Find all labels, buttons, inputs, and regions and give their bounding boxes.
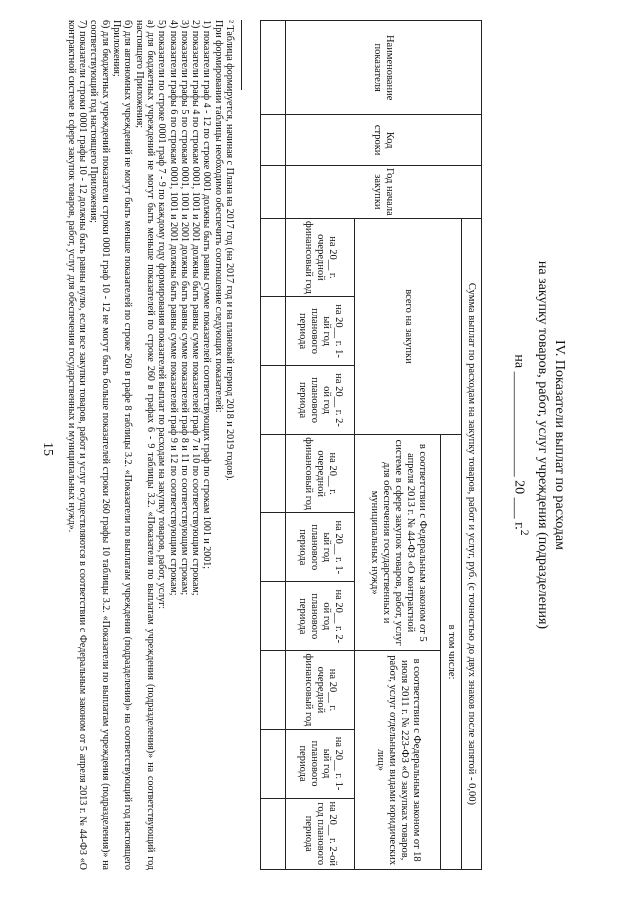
header-total-first-plan-year: на 20__ г. 1-ый год планового периода bbox=[286, 297, 355, 366]
header-row-code: Код строки bbox=[286, 115, 482, 166]
header-payment-sum: Сумма выплат по расходам на закупку товаров, работ и услуг, руб. (с точностью до двух знаков после запятой - 0,00) bbox=[461, 218, 481, 869]
table-cell-empty bbox=[261, 435, 286, 513]
footnote-text: При формировании таблицы необходимо обеспечить соотношение следующих показателей: bbox=[212, 20, 224, 413]
section-subheading: на закупку товаров, работ, услуг учреждения (подразделения) bbox=[535, 260, 550, 630]
table-cell-empty bbox=[261, 582, 286, 651]
header-44fz-first-plan-year: на 20__ г. 1-ый год планового периода bbox=[286, 513, 355, 582]
table-cell-empty bbox=[261, 165, 286, 218]
header-indicator-name: Наименование показателя bbox=[286, 21, 482, 115]
footnote-text: ² Таблица формируется, начиная с Плана на 2017 год (на 2017 год и на плановый период 2018 и 2019 годов). bbox=[224, 20, 235, 481]
date-line-text: на _______________ 20 ___ г. bbox=[511, 354, 527, 530]
purchase-payments-table bbox=[260, 20, 482, 870]
footnote-text: 3) показатели графы 5 по строкам 0001, 1001 и 2001 должны быть равны сумме показателей граф 8 и 11 по соответствующим строкам; bbox=[178, 20, 190, 596]
section-heading: IV. Показатели выплат по расходам bbox=[552, 339, 567, 551]
table-cell-empty bbox=[261, 651, 286, 729]
footnote-marker: 2 bbox=[518, 529, 531, 536]
footnote-text: б) для автономных учреждений не могут быть меньше показателей по строке 260 в графе 8 таблицы 3.2. «Показатели по выплатам учреждения (подразделения)» на соответствующий год настоящего Приложения; bbox=[111, 20, 134, 870]
rotated-page bbox=[50, 20, 610, 870]
footnote-text: 5) показатели по строке 0001 граф 7 - 9 по каждому году формирования показателей выплат по расходам на закупку товаров, работ, услуг: bbox=[156, 20, 168, 610]
table-cell-empty bbox=[261, 729, 286, 798]
header-223fz-second-plan-year: на 20__ г. 2-ой год планового периода bbox=[286, 798, 355, 869]
header-44fz: в соответствии с Федеральным законом от 5 апреля 2013 г. № 44-ФЗ «О контрактной системе в сфере закупок товаров, работ, услуг для обеспечения государственных и муниципальных нужд» bbox=[355, 435, 441, 651]
header-223fz: в соответствии с Федеральным законом от 18 июля 2011 г. № 223-ФЗ «О закупках товаров, работ, услуг отдельными видами юридических лиц» bbox=[355, 651, 441, 870]
footnote-text: а) для бюджетных учреждений не могут быть меньше показателей по строке 260 в графах 6 - 9 таблицы 3.2. «Показатели по выплатам учреждения (подразделения)» на соответствующий год настоящего Приложения; bbox=[133, 20, 156, 870]
header-223fz-current-year: на 20__ г. очередной финансовый год bbox=[286, 651, 355, 729]
table-cell-empty bbox=[261, 21, 286, 115]
footnote-text: 7) показатели строки 0001 графы 10 - 12 должны быть равны нулю, если все закупки товаров, работ и услуг осуществляются в соответствии с Федеральным законом от 5 апреля 2013 г. № 44-ФЗ «О контрактной системе в сфере закупок товаров, работ, услуг для обеспечения государственных и муниципальных нужд». bbox=[65, 20, 89, 870]
section-date-line bbox=[510, 20, 532, 870]
header-purchase-start-year: Год начала закупки bbox=[286, 165, 482, 218]
table-cell-empty bbox=[261, 366, 286, 435]
footnote-text: 6) для бюджетных учреждений показатели строки 0001 граф 10 - 12 не могут быть больше показателей строки 260 графы 10 таблицы 3.2. «Показатели по выплатам учреждения (подразделения)» на соответствующий год настоящего Приложения; bbox=[88, 20, 111, 870]
header-total-second-plan-year: на 20__ г. 2-ой год планового периода bbox=[286, 366, 355, 435]
header-including: в том числе: bbox=[441, 435, 461, 870]
header-44fz-second-plan-year: на 20__ г. 2-ой год планового периода bbox=[286, 582, 355, 651]
table-cell-empty bbox=[261, 218, 286, 296]
table-cell-empty bbox=[261, 513, 286, 582]
table-cell-empty bbox=[261, 798, 286, 869]
header-44fz-current-year: на 20__ г. очередной финансовый год bbox=[286, 435, 355, 513]
table-cell-empty bbox=[261, 115, 286, 166]
header-223fz-first-plan-year: на 20__ г. 1-ый год планового периода bbox=[286, 729, 355, 798]
footnote-text: 4) показатели графы 6 по строкам 0001, 1001 и 2001 должны быть равны сумме показателей граф 9 и 12 по соответствующим строкам; bbox=[167, 20, 179, 596]
header-total-purchases: всего на закупки bbox=[355, 218, 461, 434]
footnotes bbox=[66, 20, 242, 870]
table-cell-empty bbox=[261, 297, 286, 366]
footnote-text: 2) показатели графы 4 по строкам 0001, 1001 и 2001 должны быть равны сумме показателей граф 7 и 10 по соответствующим строкам; bbox=[190, 20, 202, 596]
footnote-text: 1) показатели граф 4 - 12 по строке 0001 должны быть равны сумме показателей соответствующих граф по строкам 1001 и 2001; bbox=[201, 20, 213, 570]
page-number: 15 bbox=[40, 442, 55, 456]
footnote-divider bbox=[241, 20, 242, 90]
header-total-current-year: на 20__ г. очередной финансовый год bbox=[286, 218, 355, 296]
